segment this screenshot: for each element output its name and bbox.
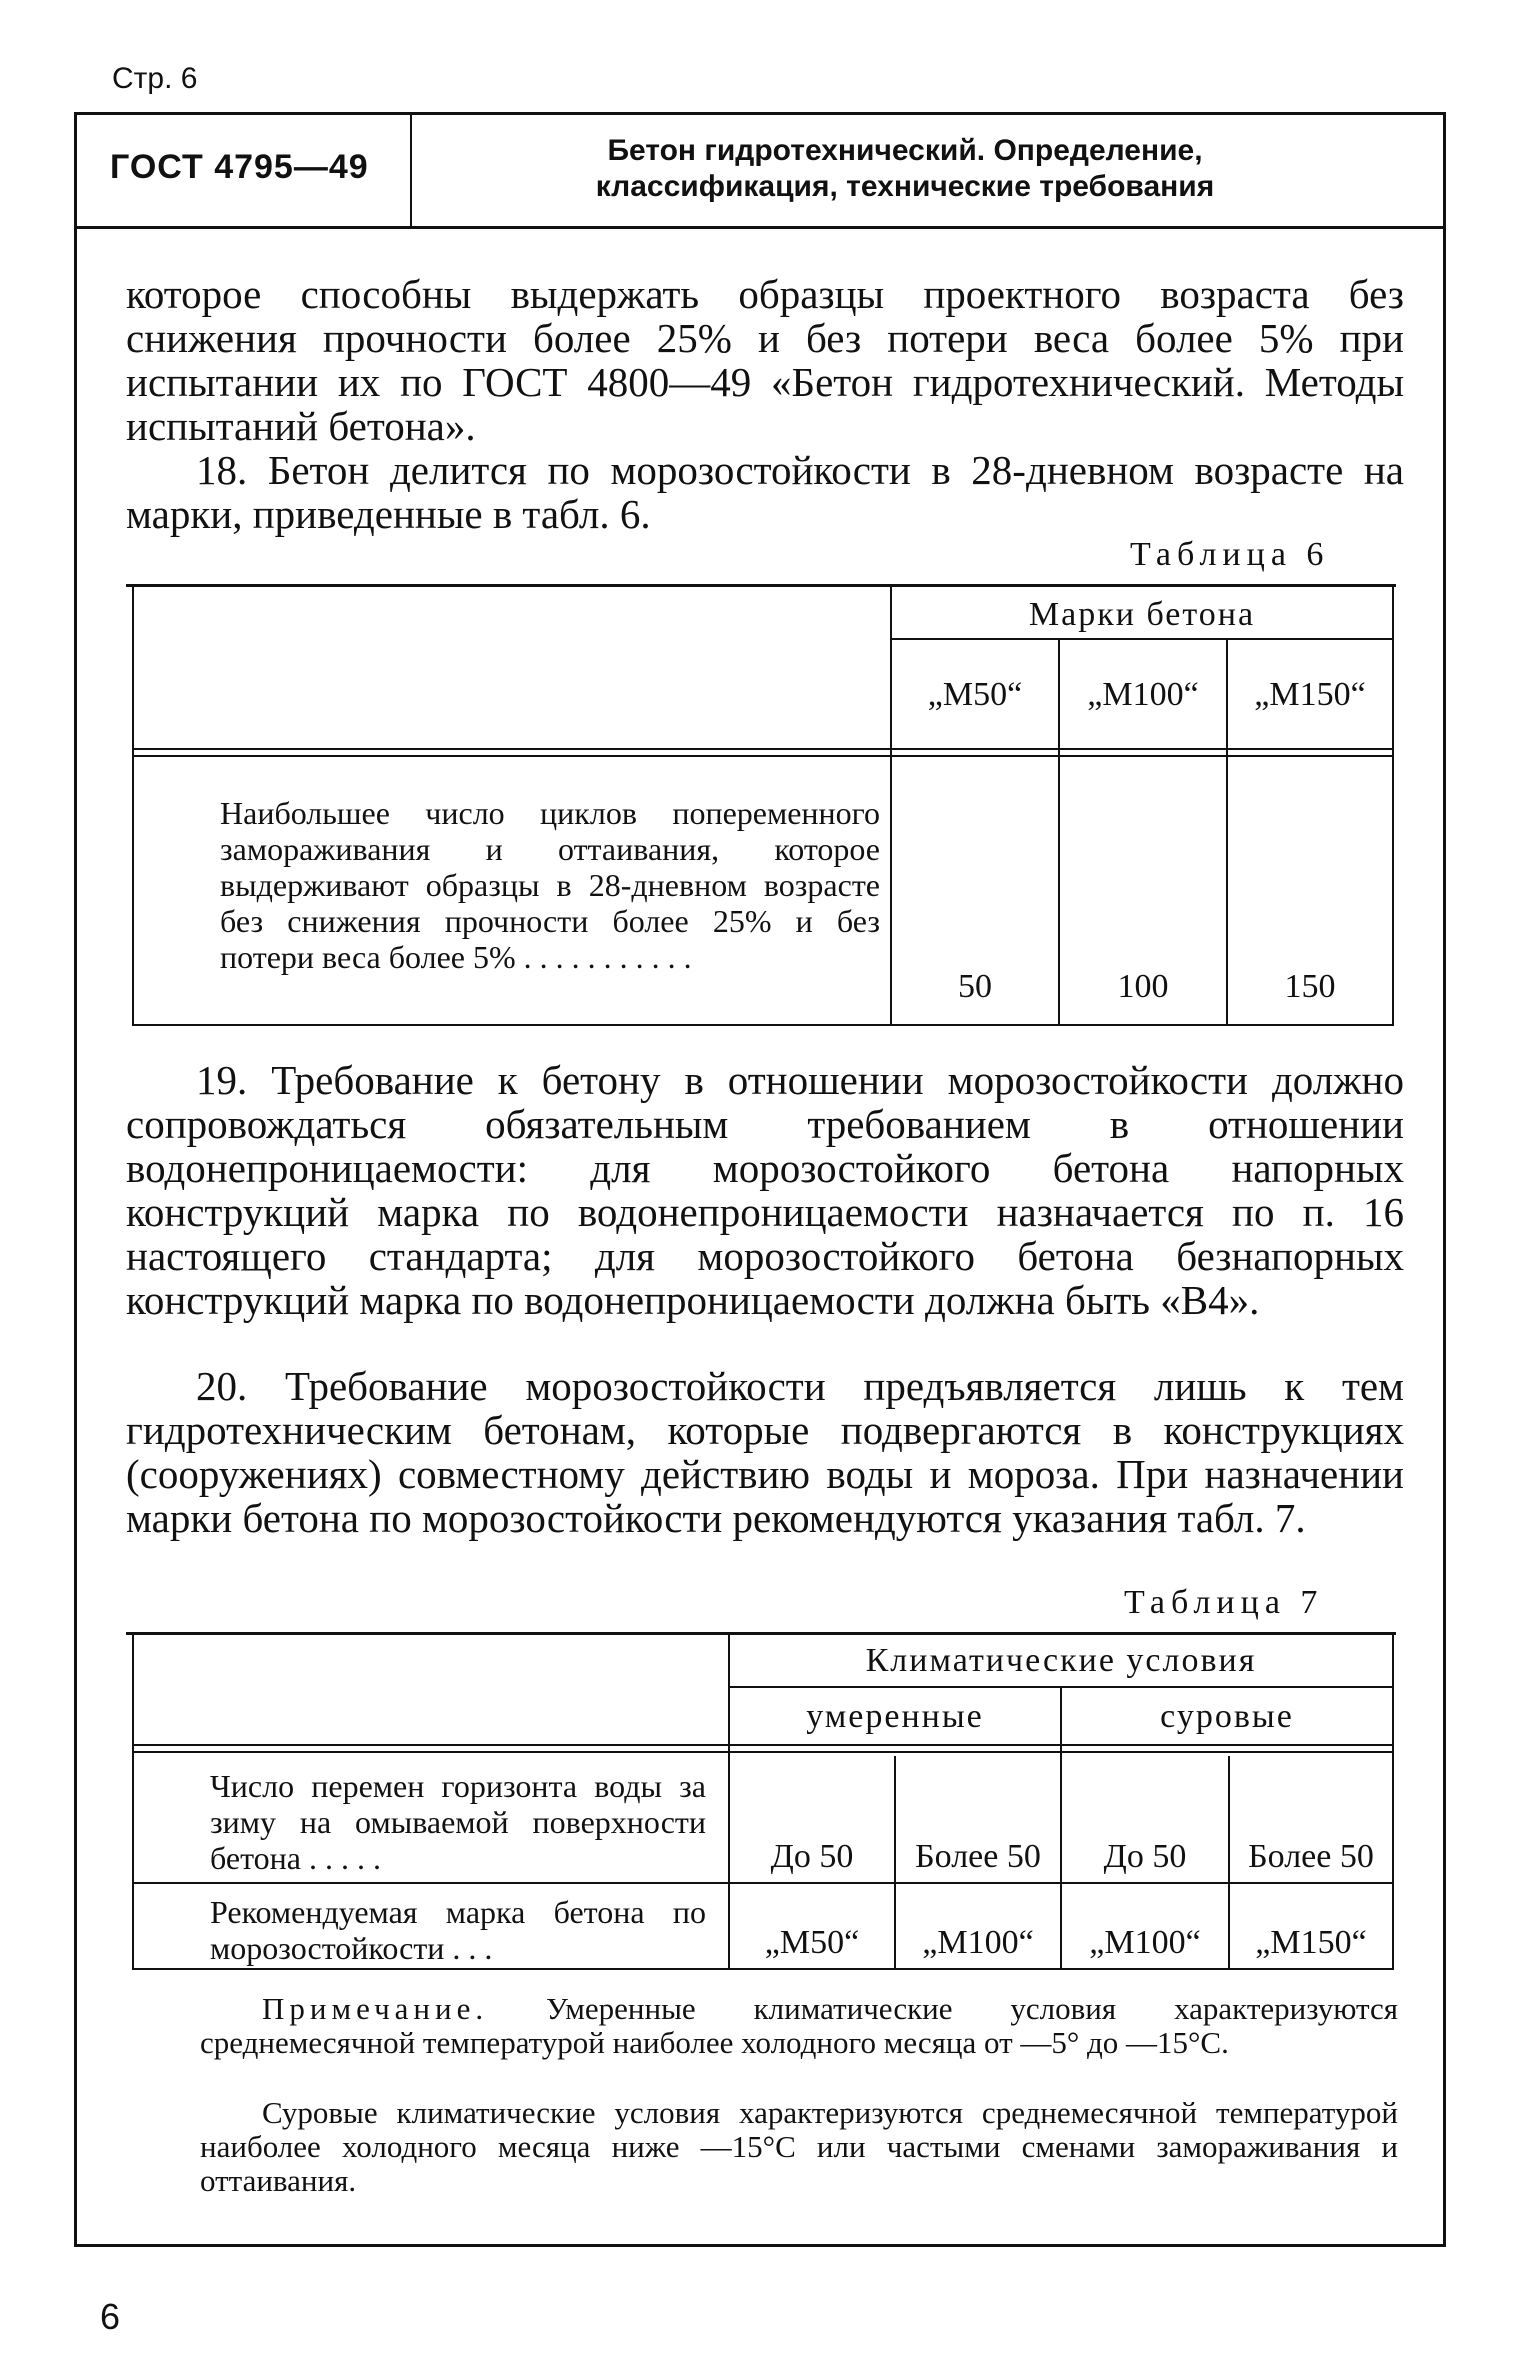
page-number: 6 [100,2296,121,2337]
header-divider [410,114,412,226]
t7-row-label: Рекомендуемая марка бетона по морозостойкости . . . [210,1894,706,1966]
t7-head-rule-b [132,1751,1394,1753]
note-1 [200,1992,1398,2060]
t6-col-header: „М150“ [1254,676,1366,713]
t7-cell: „М100“ [922,1924,1034,1961]
frame-top-rule [74,112,1446,115]
frame-bottom-rule [74,2244,1446,2247]
t6-value: 50 [958,968,992,1005]
t7-group-header: Климатические условия [865,1642,1257,1679]
t7-right-border [1392,1634,1394,1970]
t7-col-rule-1 [728,1634,730,1970]
t6-value: 150 [1284,968,1336,1005]
t6-col-header: „М100“ [1087,676,1199,713]
t7-row-label: Число перемен горизонта воды за зиму на омываемой поверхности бетона . . . . . [210,1768,706,1876]
paragraph-18: 18. Бетон делится по морозостойкости в 28-дневном возрасте на марки, приведенные в табл. 6. [126,447,1404,537]
t7-subgroup-header: суровые [1160,1698,1294,1735]
t6-group-header: Марки бетона [1028,596,1256,633]
t6-head-rule-b [132,755,1394,757]
t6-right-border [1392,586,1394,1026]
title-line-1: Бетон гидротехнический. Определение, [607,134,1203,167]
t6-col-header: „М50“ [927,676,1023,713]
paragraph-continued: которое способны выдержать образцы проектного возраста без снижения прочности более 25% и без потери веса более 5% при испытании их по ГОСТ 4800—49 «Бетон гидротехнический. Методы испытаний бетона». [126,271,1404,449]
t7-bottom-rule [132,1968,1394,1970]
table-6-caption: Таблица 6 [1130,536,1330,573]
t7-group-rule [730,1686,1392,1688]
t7-row-rule [132,1882,1394,1884]
t7-left-border [132,1634,134,1970]
t6-top-rule [126,584,1396,587]
t7-cell: Более 50 [1248,1838,1374,1875]
note-2: Суровые климатические условия характеризуются среднемесячной температурой наиболее холодного месяца ниже —15°С или частыми сменами замораживания и оттаивания. [200,2095,1398,2198]
t6-group-rule [892,638,1392,640]
frame-right-rule [1443,112,1446,2246]
note-label: Примечание. [262,1991,489,2026]
table-7-caption: Таблица 7 [1124,1584,1324,1621]
standard-code: ГОСТ 4795—49 [110,148,369,186]
t7-cell: Более 50 [915,1838,1041,1875]
t7-subgroup-header: умеренные [806,1698,984,1735]
paragraph-19: 19. Требование к бетону в отношении морозостойкости должно сопровождаться обязательным требованием в отношении водонепроницаемости: для морозостойкого бетона напорных конструкций марка по водонепроницаемости назначается по п. 16 настоящего стандарта; для морозостойкого бетона безнапорных конструкций марка по водонепроницаемости должна быть «В4». [126,1057,1404,1323]
paragraph-20: 20. Требование морозостойкости предъявляется лишь к тем гидротехническим бетонам, которые подвергаются в конструкциях (сооружениях) совместному действию воды и мороза. При назначении марки бетона по морозостойкости рекомендуются указания табл. 7. [126,1363,1404,1541]
title-line-2: классификация, технические требования [595,170,1215,203]
t6-col-rule-1 [890,586,892,1026]
t6-row-label: Наибольшее число циклов попеременного замораживания и оттаивания, которое выдерживают образцы в 28-дневном возрасте без снижения прочности более 25% и без потери веса более 5% . . . . . . . . . . . [220,795,880,975]
t7-cell: До 50 [1103,1838,1187,1875]
t6-value: 100 [1117,968,1169,1005]
note-text-1: Умеренные климатические условия характеризуются среднемесячной температурой наиболее холодного месяца от —5° до —15°С. [200,1991,1399,2060]
page-label: Стр. 6 [112,62,198,95]
frame-left-rule [74,112,77,2246]
document-title [470,133,1340,205]
t7-cell: „М50“ [764,1924,860,1961]
t6-left-border [132,586,134,1026]
t7-cell: „М100“ [1089,1924,1201,1961]
t6-head-rule-a [132,748,1394,750]
t7-cell: „М150“ [1255,1924,1367,1961]
t6-bottom-rule [132,1024,1394,1026]
header-rule [74,226,1446,229]
t7-head-rule-a [132,1744,1394,1746]
t7-top-rule [126,1632,1396,1635]
t7-cell: До 50 [770,1838,854,1875]
